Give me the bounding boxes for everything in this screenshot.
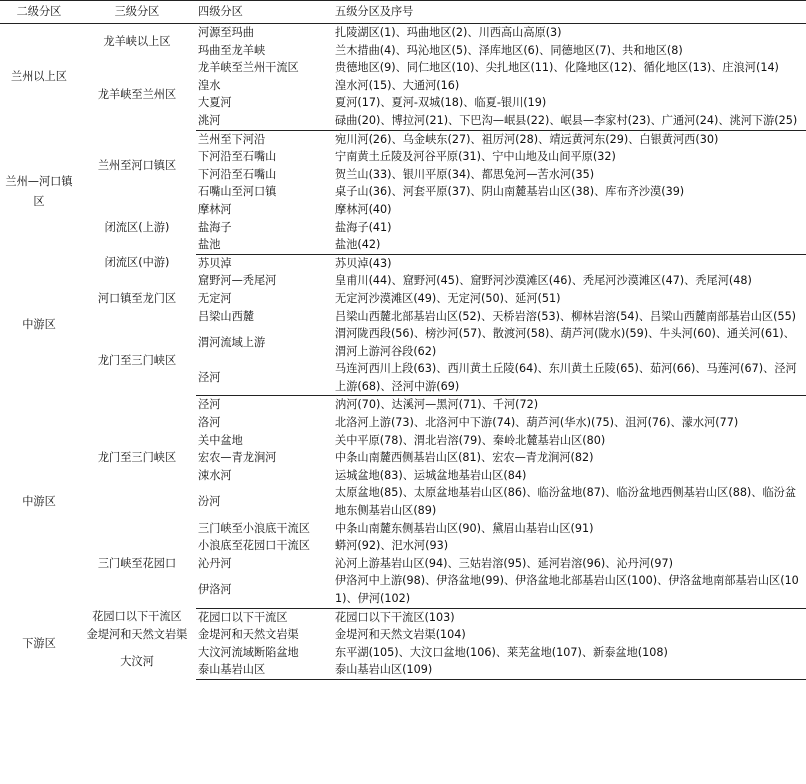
- level4-region-cell: 泾河: [198, 398, 221, 412]
- level4-region-cell: 泰山基岩山区: [196, 661, 333, 679]
- level2-region-cell: 兰州以上区: [11, 70, 67, 84]
- level5-region-cell: 中条山南麓东侧基岩山区(90)、黛眉山基岩山区(91): [335, 521, 594, 535]
- level4-region-cell: 大夏河: [198, 96, 232, 110]
- level5-region-cell: 扎陵湖区(1)、玛曲地区(2)、川西高山高原(3): [335, 26, 562, 39]
- level4-region-cell: 洛河: [198, 416, 221, 430]
- level4-region-cell: 泾河: [196, 360, 333, 396]
- level5-region-cell: 碌曲(20)、博拉河(21)、下巴沟—岷县(22)、岷县—李家村(23)、广通河(24)、洮河下游(25): [333, 112, 806, 130]
- level2-region-cell: 中游区: [22, 318, 56, 332]
- table-row: [0, 520, 806, 538]
- level4-region-cell: 渭河流域上游: [198, 335, 266, 349]
- level5-region-cell: 贵德地区(9)、同仁地区(10)、尖扎地区(11)、化隆地区(12)、循化地区(13)、庄浪河(14): [335, 61, 779, 75]
- table-row: [0, 254, 806, 272]
- level5-region-cell: 花园口以下干流区(103): [335, 610, 455, 624]
- level4-region-cell: 宏农—青龙涧河: [198, 451, 277, 465]
- table-row: [0, 396, 806, 414]
- level5-region-cell: 盐池(42): [333, 236, 806, 254]
- level3-region-cell: 大汶河: [120, 654, 154, 668]
- table-row: [0, 201, 806, 219]
- level5-region-cell: 汭河(70)、达溪河—黑河(71)、千河(72): [335, 398, 539, 412]
- level5-region-cell: 中条山南麓西侧基岩山区(81)、宏农—青龙涧河(82): [335, 451, 594, 465]
- level4-region-cell: 小浪底至花园口干流区: [198, 539, 310, 553]
- header-level5: 五级分区及序号: [333, 1, 806, 24]
- level5-region-cell: 关中平原(78)、渭北岩溶(79)、秦岭北麓基岩山区(80): [335, 433, 606, 447]
- table-row: [0, 644, 806, 662]
- level4-region-cell: 涑水河: [198, 468, 232, 482]
- level4-region-cell: 窟野河—秃尾河: [198, 274, 277, 288]
- level4-region-cell: 玛曲至龙羊峡: [198, 43, 266, 57]
- level5-region-cell: 渭河陇西段(56)、榜沙河(57)、散渡河(58)、葫芦河(陇水)(59)、牛头河(60)、通关河(61)、渭河上游河谷段(62): [335, 327, 795, 358]
- level4-region-cell: 下河沿至石嘴山: [198, 167, 277, 181]
- level2-region-cell: 兰州—河口镇区: [5, 175, 73, 209]
- level5-region-cell: 皇甫川(44)、窟野河(45)、窟野河沙漠滩区(46)、秃尾河沙漠滩区(47)、秃尾河(48): [335, 274, 752, 288]
- level5-region-cell: 宛川河(26)、乌金峡东(27)、祖厉河(28)、靖远黄河东(29)、白银黄河西(30): [335, 132, 719, 146]
- level2-region-cell: 下游区: [22, 636, 56, 650]
- level4-region-cell: 洮河: [196, 112, 333, 130]
- level3-region-cell: 金堤河和天然文岩渠: [86, 628, 188, 642]
- level5-region-cell: 运城盆地(83)、运城盆地基岩山区(84): [335, 468, 527, 482]
- header-level3: 三级分区: [78, 1, 196, 24]
- level4-region-cell: 汾河: [198, 495, 221, 509]
- level5-region-cell: 湟水河(15)、大通河(16): [335, 78, 460, 92]
- level5-region-cell: 蟒河(92)、汜水河(93): [335, 539, 449, 553]
- level4-region-cell: 石嘴山至河口镇: [198, 185, 277, 199]
- header-level4: 四级分区: [196, 1, 333, 24]
- level4-region-cell: 龙羊峡至兰州干流区: [198, 61, 299, 75]
- level5-region-cell: 无定河沙漠滩区(49)、无定河(50)、延河(51): [335, 291, 561, 305]
- table-row: [0, 24, 806, 42]
- level4-region-cell: 湟水: [198, 78, 221, 92]
- table-body: [0, 24, 806, 680]
- level3-region-cell: 闭流区(上游): [104, 220, 170, 234]
- level5-region-cell: 泰山基岩山区(109): [333, 661, 806, 679]
- level3-region-cell: 龙羊峡以上区: [103, 34, 171, 48]
- level5-region-cell: 苏贝淖(43): [335, 256, 392, 270]
- level3-region-cell: 龙门至三门峡区: [97, 353, 177, 367]
- level4-region-cell: 下河沿至石嘴山: [198, 150, 277, 164]
- level3-region-cell: 闭流区(中游): [104, 256, 170, 270]
- level5-region-cell: 桌子山(36)、河套平原(37)、阴山南麓基岩山区(38)、库布齐沙漠(39): [335, 185, 685, 199]
- level5-region-cell: 夏河(17)、夏河-双城(18)、临夏-银川(19): [335, 96, 547, 110]
- level5-region-cell: 金堤河和天然文岩渠(104): [335, 628, 466, 642]
- level4-region-cell: 兰州至下河沿: [198, 132, 266, 146]
- level5-region-cell: 贺兰山(33)、银川平原(34)、都思兔河—苦水河(35): [335, 167, 595, 181]
- level5-region-cell: 北洛河上游(73)、北洛河中下游(74)、葫芦河(华水)(75)、沮河(76)、濛水河(77): [335, 416, 739, 430]
- table-header-row: [0, 1, 806, 24]
- level4-region-cell: 三门峡至小浪底干流区: [198, 521, 310, 535]
- table-row: [0, 325, 806, 360]
- table-row: [0, 626, 806, 644]
- level2-region-cell: 中游区: [22, 495, 56, 509]
- level5-region-cell: 宁南黄土丘陵及河谷平原(31)、宁中山地及山间平原(32): [335, 150, 616, 164]
- level5-region-cell: 盐海子(41): [335, 220, 392, 234]
- level4-region-cell: 吕梁山西麓: [198, 309, 254, 323]
- level5-region-cell: 吕梁山西麓北部基岩山区(52)、天桥岩溶(53)、柳林岩溶(54)、吕梁山西麓南部基岩山区(55): [335, 309, 797, 323]
- level4-region-cell: 无定河: [198, 291, 232, 305]
- level5-region-cell: 伊洛河中上游(98)、伊洛盆地(99)、伊洛盆地北部基岩山区(100)、伊洛盆地南部基岩山区(101)、伊河(102): [333, 572, 806, 608]
- table-row: [0, 608, 806, 626]
- level4-region-cell: 金堤河和天然文岩渠: [198, 628, 299, 642]
- level4-region-cell: 摩林河: [198, 202, 232, 216]
- level5-region-cell: 兰木措曲(4)、玛沁地区(5)、泽库地区(6)、同德地区(7)、共和地区(8): [335, 43, 683, 57]
- level4-region-cell: 关中盆地: [198, 433, 243, 447]
- level3-region-cell: 龙门至三门峡区: [97, 451, 177, 464]
- level4-region-cell: 沁丹河: [198, 556, 232, 570]
- level3-region-cell: 龙羊峡至兰州区: [97, 87, 177, 101]
- level4-region-cell: 苏贝淖: [198, 256, 232, 270]
- level4-region-cell: 河源至玛曲: [198, 26, 254, 39]
- level3-region-cell: 花园口以下干流区: [92, 610, 182, 624]
- level3-region-cell: 兰州至河口镇区: [97, 158, 177, 172]
- level5-region-cell: 沁河上游基岩山区(94)、三姑岩溶(95)、延河岩溶(96)、沁丹河(97): [335, 556, 673, 570]
- level4-region-cell: 花园口以下干流区: [198, 610, 288, 624]
- level5-region-cell: 马连河西川上段(63)、西川黄土丘陵(64)、东川黄土丘陵(65)、茹河(66)、马莲河(67)、泾河上游(68)、泾河中游(69): [333, 360, 806, 396]
- header-level2: 二级分区: [0, 1, 78, 24]
- level5-region-cell: 太原盆地(85)、太原盆地基岩山区(86)、临汾盆地(87)、临汾盆地西侧基岩山区(88)、临汾盆地东侧基岩山区(89): [335, 486, 797, 518]
- level4-region-cell: 伊洛河: [196, 572, 333, 608]
- level4-region-cell: 盐海子: [198, 220, 232, 234]
- table-row: [0, 272, 806, 290]
- level3-region-cell: 三门峡至花园口: [97, 557, 177, 571]
- table-row: [0, 130, 806, 148]
- level4-region-cell: 盐池: [196, 236, 333, 254]
- level3-region-cell: 河口镇至龙门区: [97, 291, 177, 305]
- level5-region-cell: 东平湖(105)、大汶口盆地(106)、莱芜盆地(107)、新泰盆地(108): [335, 645, 668, 659]
- level4-region-cell: 大汶河流域断陷盆地: [198, 645, 299, 659]
- table-row: [0, 59, 806, 77]
- level5-region-cell: 摩林河(40): [335, 202, 392, 216]
